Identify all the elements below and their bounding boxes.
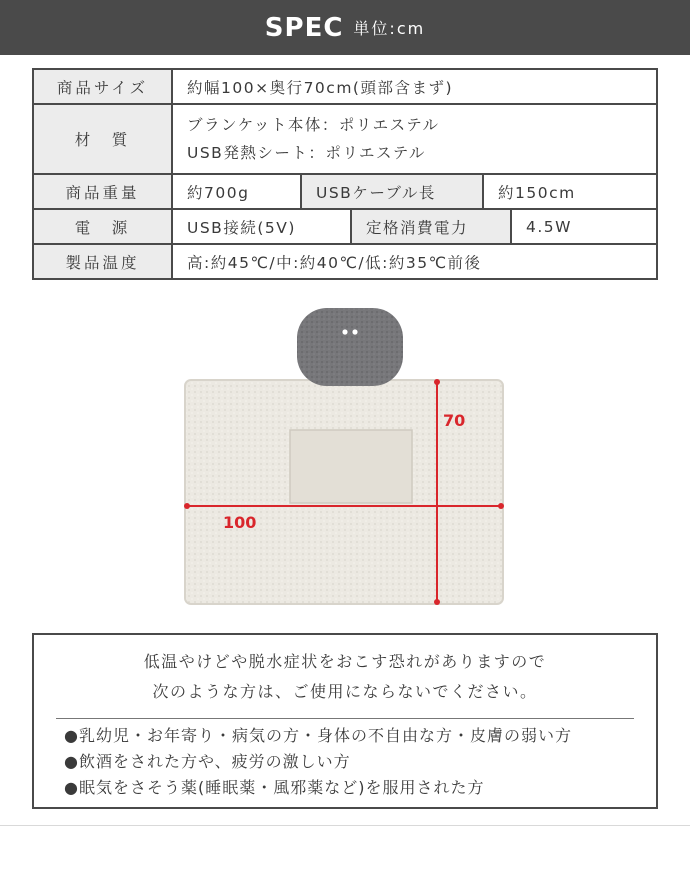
list-item: ●眠気をさそう薬(睡眠薬・風邪薬など)を服用された方 <box>64 778 485 797</box>
material-line-2: USB発熱シート：ポリエステル <box>187 144 426 162</box>
size-value: 約幅100×奥行70cm(頭部含まず) <box>172 69 657 104</box>
material-label: 材 質 <box>33 104 172 174</box>
table-row <box>33 209 657 244</box>
width-marker-right <box>498 503 504 509</box>
rated-label: 定格消費電力 <box>350 210 510 243</box>
weight-label: 商品重量 <box>33 174 172 209</box>
power-value: USB接続(5V) <box>187 218 296 237</box>
blanket-pocket <box>290 430 412 503</box>
rated-value: 4.5W <box>510 210 656 243</box>
list-item: ●乳幼児・お年寄り・病気の方・身体の不自由な方・皮膚の弱い方 <box>64 726 572 745</box>
height-marker-bottom <box>434 599 440 605</box>
list-item: ●飲酒をされた方や、疲労の激しい方 <box>64 752 351 771</box>
spec-table <box>32 68 658 280</box>
blanket-illustration <box>175 300 515 620</box>
material-value <box>172 104 657 174</box>
power-label: 電 源 <box>33 209 172 244</box>
caution-divider <box>56 718 634 719</box>
temp-value: 高:約45℃/中:約40℃/低:約35℃前後 <box>172 244 657 279</box>
size-label: 商品サイズ <box>33 69 172 104</box>
caution-line-1: 低温やけどや脱水症状をおこす恐れがありますので <box>143 652 547 671</box>
cable-label: USBケーブル長 <box>300 175 482 208</box>
height-marker-top <box>434 379 440 385</box>
bottom-divider <box>0 825 690 826</box>
eye-icon <box>352 329 357 334</box>
material-line-1: ブランケット本体：ポリエステル <box>187 116 440 134</box>
table-row <box>33 104 657 174</box>
caution-line-2: 次のような方は、ご使用にならないでください。 <box>152 682 538 701</box>
spec-header <box>0 0 690 55</box>
table-row <box>33 69 657 104</box>
unit-label: 単位:cm <box>353 19 426 38</box>
spec-title: SPEC <box>264 12 344 43</box>
caution-list <box>64 723 572 801</box>
width-label: 100 <box>223 513 257 532</box>
cable-value: 約150cm <box>482 175 656 208</box>
table-row <box>33 174 657 209</box>
eye-icon <box>342 329 347 334</box>
temp-label: 製品温度 <box>33 244 172 279</box>
weight-value: 約700g <box>187 183 250 202</box>
caution-box <box>32 633 658 809</box>
caution-intro <box>34 635 656 707</box>
width-marker-left <box>184 503 190 509</box>
table-row <box>33 244 657 279</box>
head-cushion <box>297 308 403 386</box>
height-label: 70 <box>443 411 466 430</box>
